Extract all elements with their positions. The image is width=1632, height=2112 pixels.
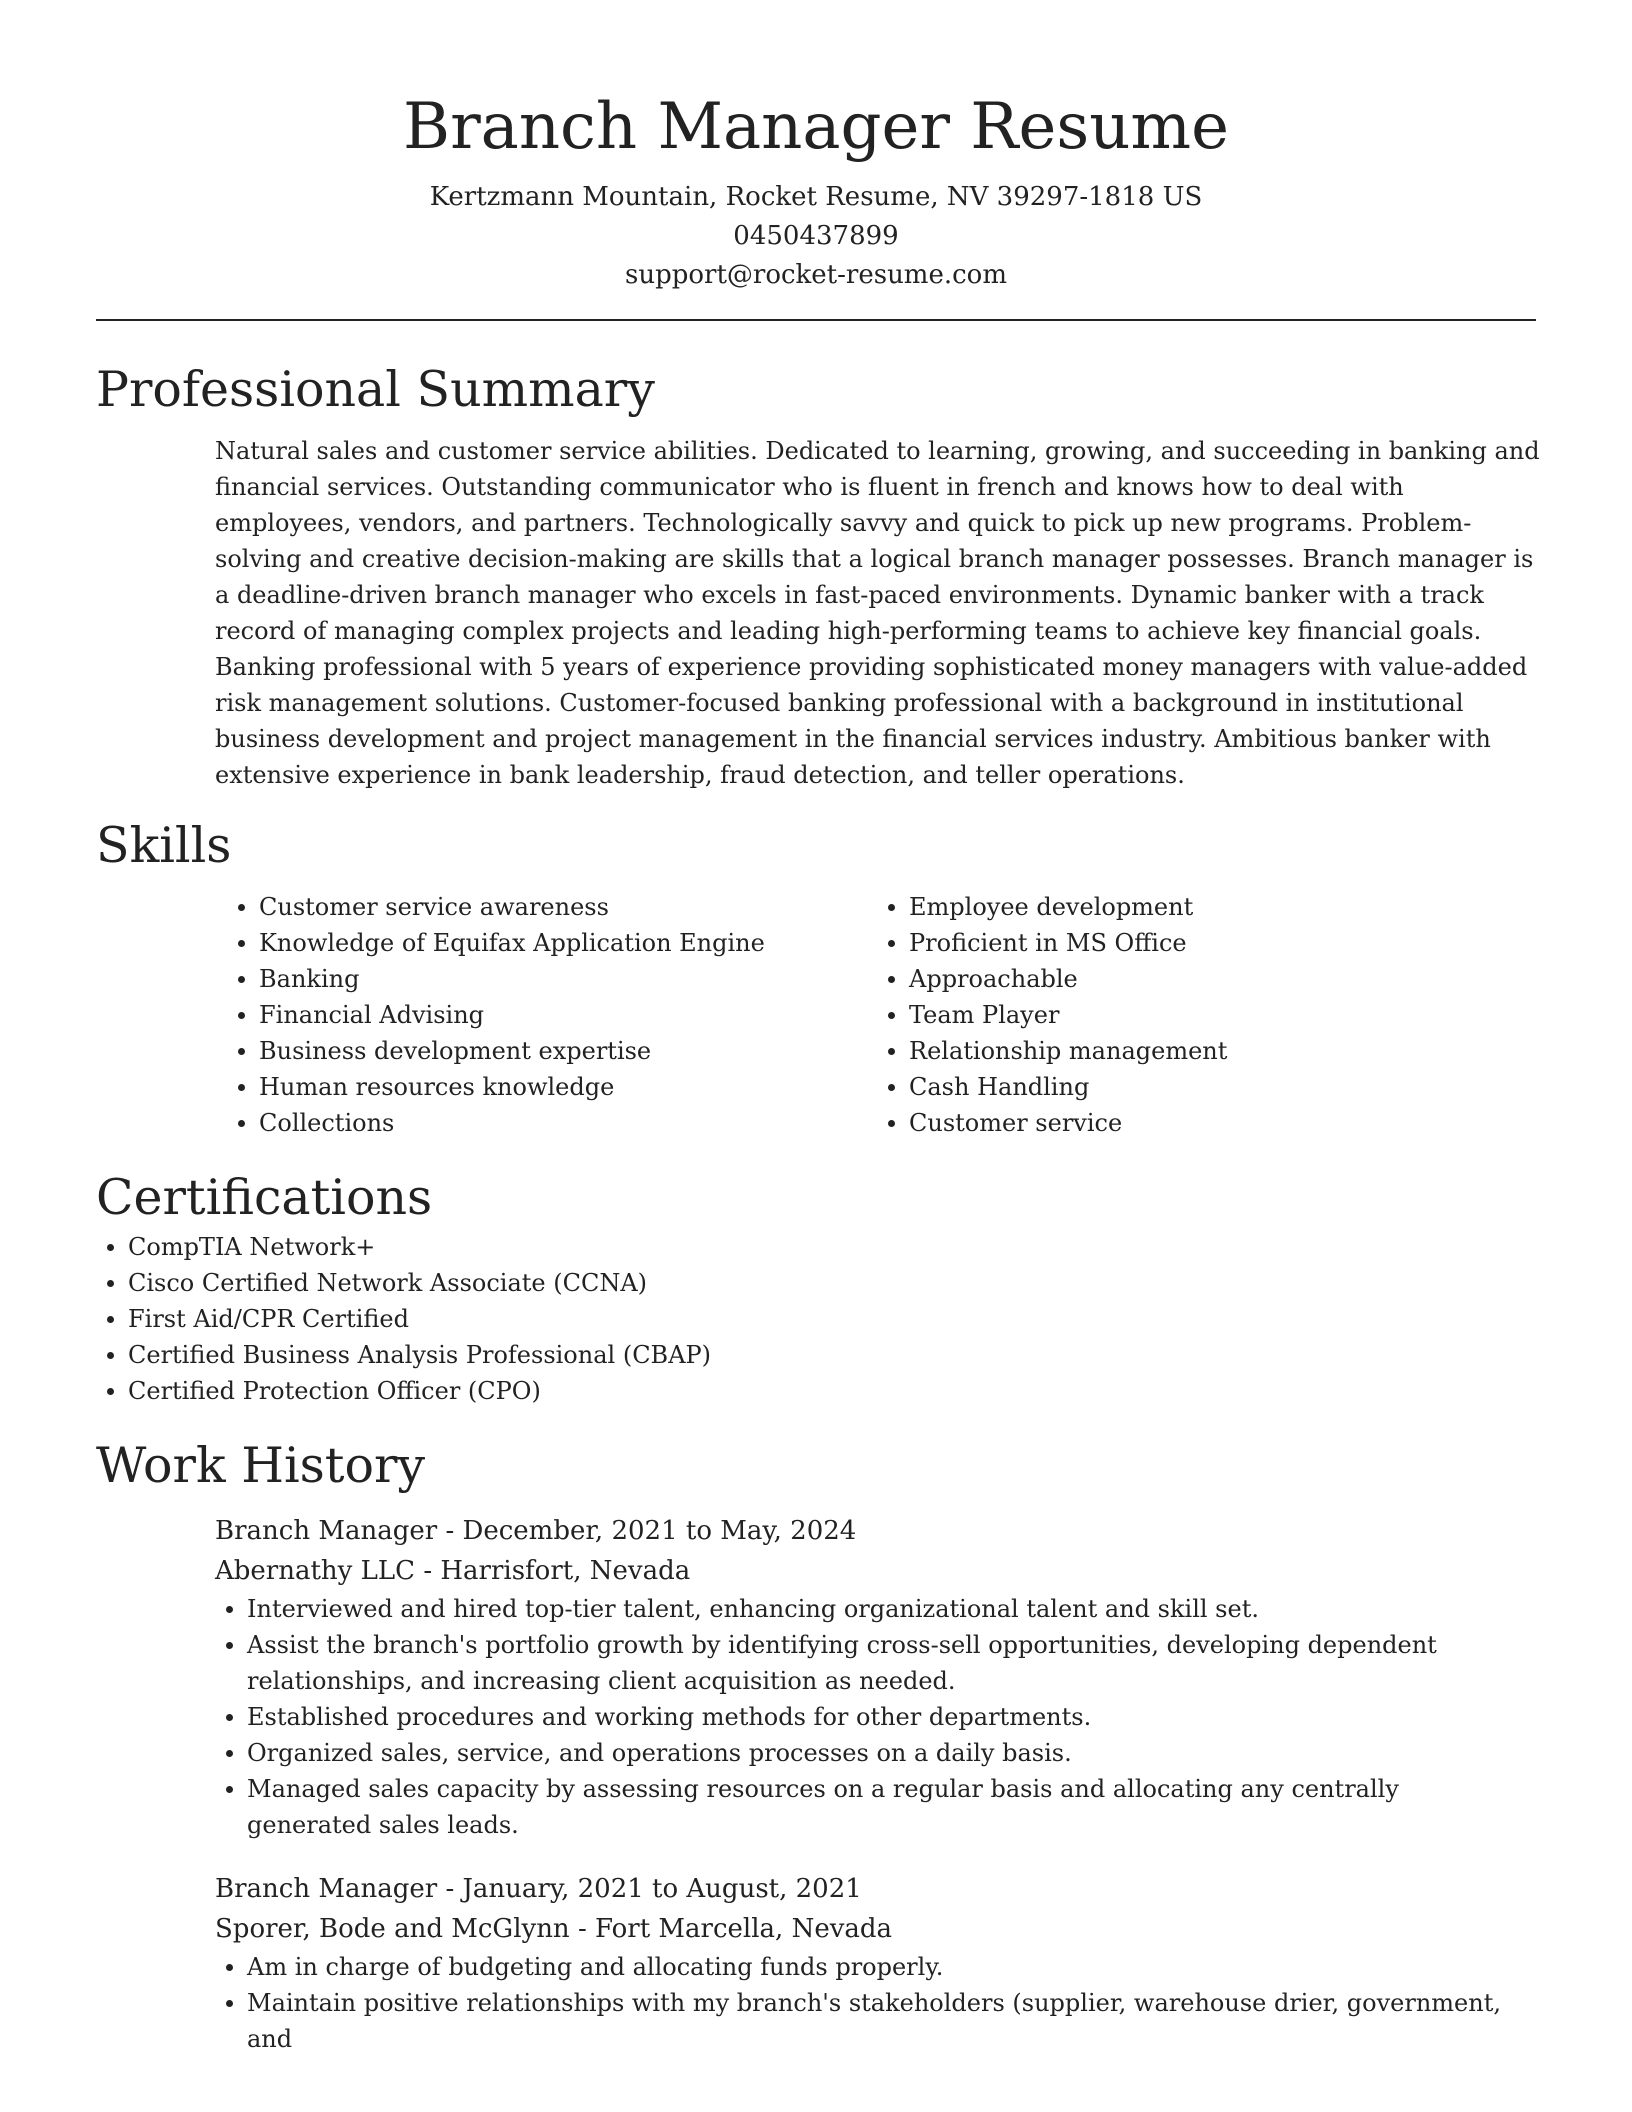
skill-item: Proficient in MS Office [877,925,1527,961]
skill-item: Business development expertise [227,1033,877,1069]
job-bullet: Maintain positive relationships with my branch's stakeholders (supplier, warehouse drier, government, and [215,1985,1515,2057]
skill-item: Customer service [877,1105,1527,1141]
skills-grid [227,889,1536,1141]
summary-heading: Professional Summary [96,361,655,418]
job-company-line: Abernathy LLC - Harrisfort, Nevada [215,1556,691,1586]
skill-item: Cash Handling [877,1069,1527,1105]
skill-item: Knowledge of Equifax Application Engine [227,925,877,961]
certification-item: CompTIA Network+ [96,1229,1536,1265]
job-bullets [215,1949,1515,2057]
job-bullet: Organized sales, service, and operations processes on a daily basis. [215,1735,1515,1771]
contact-address: Kertzmann Mountain, Rocket Resume, NV 39297-1818 US [429,182,1203,212]
skill-item: Collections [227,1105,877,1141]
skill-item: Team Player [877,997,1527,1033]
skill-item: Employee development [877,889,1527,925]
skill-item: Approachable [877,961,1527,997]
contact-block [96,178,1536,295]
skill-item: Relationship management [877,1033,1527,1069]
resume-page [96,0,1540,2057]
certifications-list [96,1229,1536,1409]
skill-item: Human resources knowledge [227,1069,877,1105]
job-entry [215,1869,1536,2057]
certification-item: Cisco Certified Network Associate (CCNA) [96,1265,1536,1301]
job-bullet: Assist the branch's portfolio growth by identifying cross-sell opportunities, developing dependent relationships, and increasing client acquisition as needed. [215,1627,1515,1699]
job-company-line: Sporer, Bode and McGlynn - Fort Marcella, Nevada [215,1914,893,1944]
job-bullet: Am in charge of budgeting and allocating funds properly. [215,1949,1515,1985]
job-bullet: Managed sales capacity by assessing resources on a regular basis and allocating any centrally generated sales leads. [215,1771,1515,1843]
skill-item: Financial Advising [227,997,877,1033]
skill-item: Customer service awareness [227,889,877,925]
summary-text: Natural sales and customer service abilities. Dedicated to learning, growing, and succeeding in banking and financial services. Outstanding communicator who is fluent in french and knows how to deal with employees, vendors, and partners. Technologically savvy and quick to pick up new programs. Problem-solving and creative decision-making are skills that a logical branch manager possesses. Branch manager is a deadline-driven branch manager who excels in fast-paced environments. Dynamic banker with a track record of managing complex projects and leading high-performing teams to achieve key financial goals. Banking professional with 5 years of experience providing sophisticated money managers with value-added risk management solutions. Customer-focused banking professional with a background in institutional business development and project management in the financial services industry. Ambitious banker with extensive experience in bank leadership, fraud detection, and teller operations. [215,437,1540,789]
resume-title: Branch Manager Resume [403,90,1229,164]
job-bullet: Interviewed and hired top-tier talent, enhancing organizational talent and skill set. [215,1591,1515,1627]
certification-item: Certified Business Analysis Professional (CBAP) [96,1337,1536,1373]
skill-item: Banking [227,961,877,997]
contact-email: support@rocket-resume.com [624,260,1007,290]
skills-list-right [877,889,1527,1141]
skills-list-left [227,889,877,1141]
job-title-line: Branch Manager - January, 2021 to August, 2021 [215,1874,862,1904]
work-history-heading: Work History [96,1437,426,1494]
job-title-line: Branch Manager - December, 2021 to May, 2024 [215,1516,857,1546]
certification-item: Certified Protection Officer (CPO) [96,1373,1536,1409]
certification-item: First Aid/CPR Certified [96,1301,1536,1337]
header-divider [96,319,1536,321]
job-bullets [215,1591,1515,1843]
contact-phone: 0450437899 [733,221,899,251]
job-entry [215,1511,1536,1843]
resume-header [96,0,1536,295]
job-bullet: Established procedures and working methods for other departments. [215,1699,1515,1735]
certifications-heading: Certifications [96,1169,433,1226]
skills-heading: Skills [96,817,232,874]
